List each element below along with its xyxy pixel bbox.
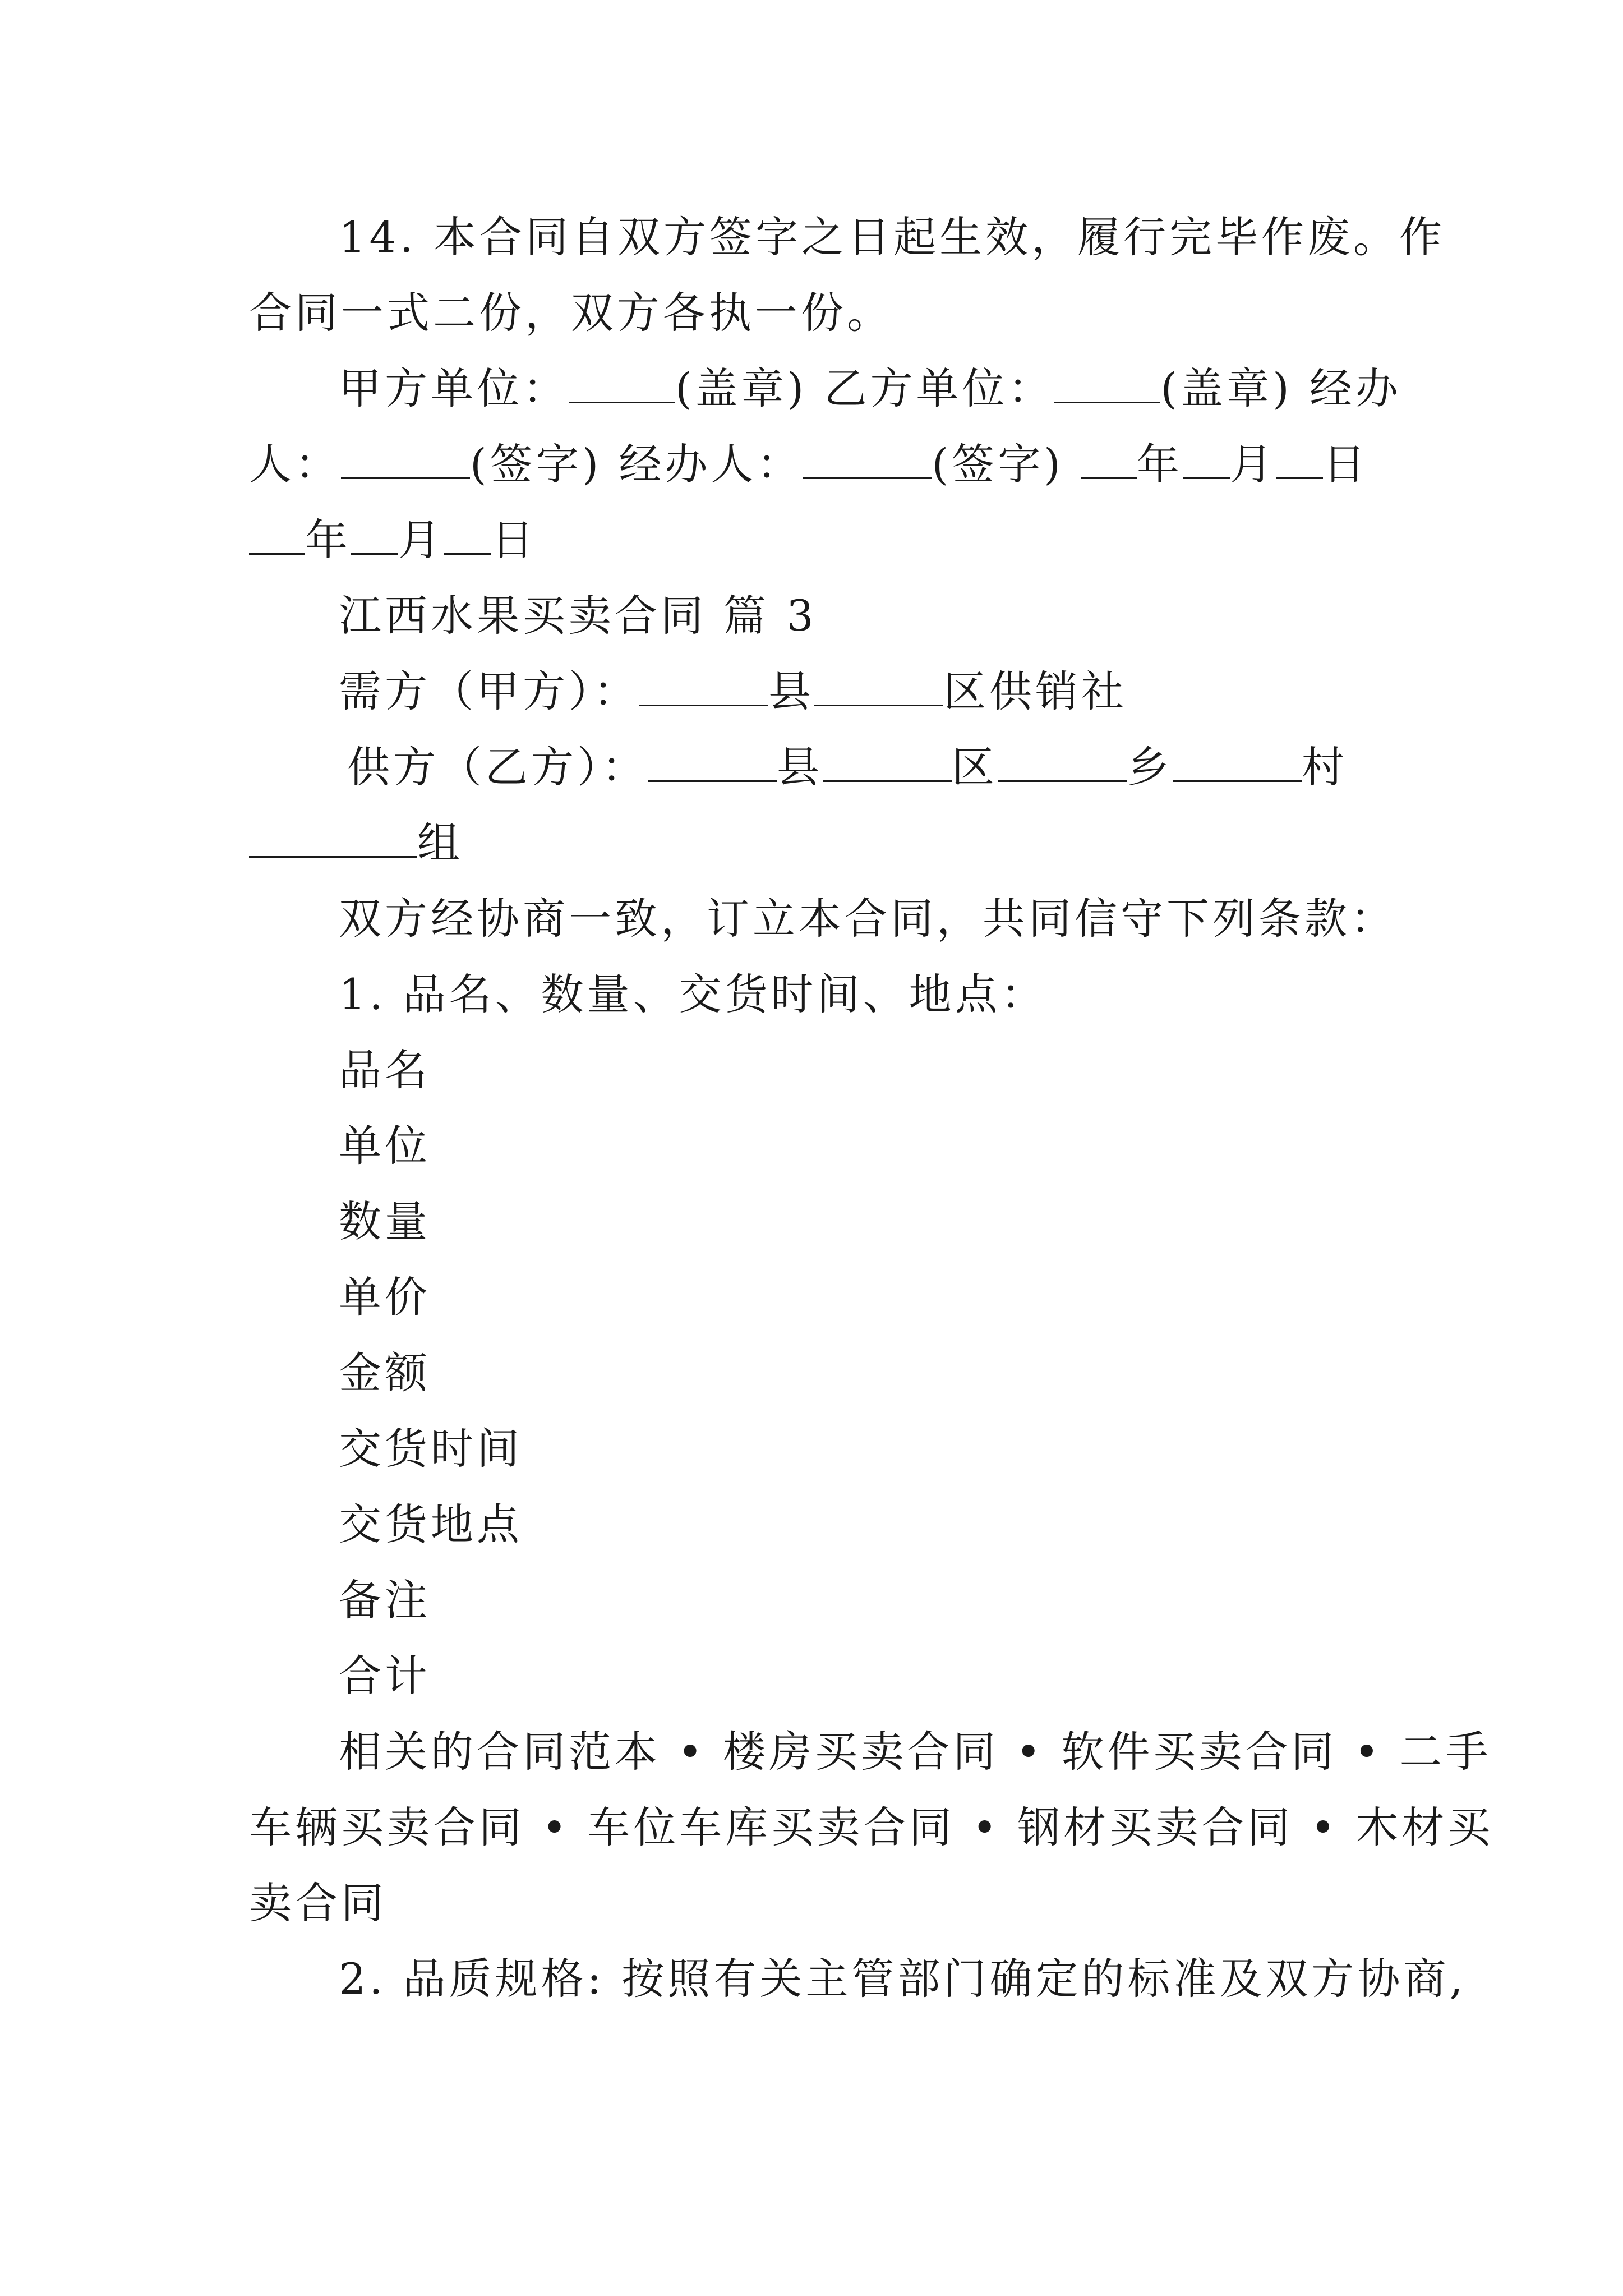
party-a-unit-label: 甲方单位： [339, 364, 569, 413]
field-delivery-time: 交货时间 [339, 1424, 523, 1474]
agent-a-blank [341, 438, 470, 479]
seller-group-label: 组 [417, 818, 463, 868]
seller-label: 供方（乙方）： [347, 742, 648, 792]
related-templates-line-2: 车辆买卖合同 • 车位车库买卖合同 • 钢材买卖合同 • 木材买 [249, 1802, 1494, 1852]
item-2-line-1: 2. 品质规格: 按照有关主管部门确定的标准及双方协商, [339, 1954, 1467, 2004]
field-remarks: 备注 [339, 1575, 431, 1625]
sign-label: (签字) [932, 439, 1064, 489]
seller-district-label: 区 [952, 742, 998, 792]
date-day-blank [1276, 438, 1323, 479]
related-templates-line-3: 卖合同 [249, 1878, 387, 1928]
date2-day-blank [444, 514, 491, 555]
seller-line [347, 740, 1348, 794]
buyer-district-blank [814, 665, 943, 706]
field-unit-price: 单价 [339, 1272, 431, 1322]
field-delivery-place: 交货地点 [339, 1499, 523, 1549]
field-quantity: 数量 [339, 1197, 431, 1246]
buyer-district-label: 区供销社 [943, 666, 1127, 716]
seller-group-blank [249, 817, 417, 858]
agent-label-end: 人： [249, 439, 341, 489]
clause-14-line-2: 合同一式二份，双方各执一份。 [249, 288, 893, 338]
agent-b-blank [803, 438, 932, 479]
signature-line-1 [339, 362, 1401, 416]
seller-village-label: 村 [1302, 742, 1348, 792]
date-month-label: 月 [1229, 439, 1276, 489]
seller-township-label: 乡 [1127, 742, 1173, 792]
date-year-label: 年 [1136, 439, 1183, 489]
field-amount: 金额 [339, 1348, 431, 1398]
item-1-heading: 1. 品名、数量、交货时间、地点： [339, 969, 1047, 1019]
clause-14-line-1: 14. 本合同自双方签字之日起生效，履行完毕作废。作 [339, 212, 1446, 262]
agreement-line: 双方经协商一致，订立本合同，共同信守下列条款： [339, 894, 1396, 944]
seller-group-line [249, 816, 463, 870]
seller-county-blank [648, 741, 777, 782]
buyer-county-label: 县 [768, 666, 814, 716]
field-product-name: 品名 [339, 1045, 431, 1095]
seller-township-blank [998, 741, 1127, 782]
date-day-label: 日 [1322, 439, 1369, 489]
date2-month-label: 月 [398, 515, 444, 565]
agent-label-start: (盖章) 经办 [1160, 364, 1401, 413]
date2-month-blank [351, 514, 398, 555]
buyer-line [339, 665, 1127, 719]
section-title: 江西水果买卖合同 篇 3 [339, 591, 817, 641]
buyer-county-blank [639, 665, 768, 706]
signature-line-2 [249, 438, 1369, 491]
party-a-unit-blank [569, 362, 675, 403]
seller-county-label: 县 [777, 742, 823, 792]
party-b-unit-blank [1054, 362, 1160, 403]
date2-year-label: 年 [305, 515, 351, 565]
field-unit: 单位 [339, 1121, 431, 1171]
agent-b-label: (签字) 经办人： [470, 439, 803, 489]
buyer-label: 需方（甲方）： [339, 666, 639, 716]
date-month-blank [1183, 438, 1230, 479]
date-line [249, 513, 537, 567]
field-total: 合计 [339, 1651, 431, 1701]
date2-year-blank [249, 514, 305, 555]
seller-district-blank [823, 741, 952, 782]
related-templates-line-1: 相关的合同范本 • 楼房买卖合同 • 软件买卖合同 • 二手 [339, 1727, 1492, 1777]
party-b-unit-label: (盖章) 乙方单位： [675, 364, 1054, 413]
date2-day-label: 日 [491, 515, 537, 565]
date-year-blank [1081, 438, 1137, 479]
seller-village-blank [1173, 741, 1302, 782]
